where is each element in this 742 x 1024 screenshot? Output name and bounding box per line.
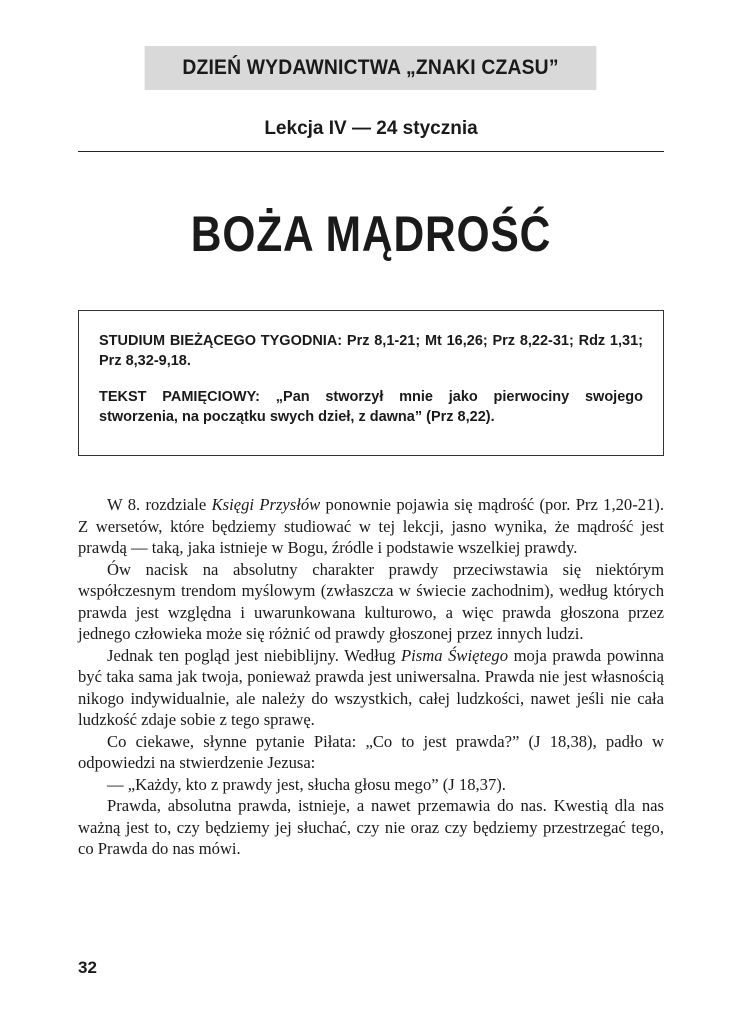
study-label: STUDIUM BIEŻĄCEGO TYGODNIA:	[99, 333, 343, 349]
study-box	[78, 310, 664, 456]
paragraph-1-part-a: W 8. rozdziale	[107, 495, 212, 514]
scripture-emphasis: Pisma Świętego	[401, 645, 509, 665]
lesson-heading: Lekcja IV — 24 stycznia	[264, 118, 478, 139]
header-banner	[145, 46, 597, 90]
study-paragraph	[99, 331, 643, 371]
paragraph-1-part-b: ponownie pojawia się mądrość (por. Prz 1,20-21). Z wersetów, które będziemy studiować w tej lekcji, jasno wynika, że mądrość jest prawdą — taką, jaka istnieje w Bogu, źródle i podstawie wszelkiej prawdy.	[78, 495, 664, 557]
paragraph-3	[78, 645, 664, 731]
paragraph-3-part-a: Jednak ten pogląd jest niebiblijny. Według	[107, 645, 402, 665]
study-text: Prz 8,1-21; Mt 16,26; Prz 8,22-31; Rdz 1,31; Prz 8,32-9,18.	[99, 333, 643, 369]
memory-paragraph	[99, 387, 643, 427]
book-title-emphasis: Księgi Przysłów	[211, 495, 321, 514]
paragraph-1	[78, 494, 664, 559]
paragraph-4: Co ciekawe, słynne pytanie Piłata: „Co to jest prawda?” (J 18,38), padło w odpowiedzi na stwierdzenie Jezusa:	[78, 731, 664, 772]
page-number: 32	[78, 958, 97, 977]
memory-text: „Pan stworzył mnie jako pierwociny swojego stworzenia, na początku swych dzieł, z dawna” (Prz 8,22).	[99, 389, 643, 425]
paragraph-5-quote: — „Każdy, kto z prawdy jest, słucha głosu mego” (J 18,37).	[107, 774, 506, 794]
body-text	[78, 494, 664, 860]
paragraph-3-part-b: moja prawda powinna być taka sama jak twoja, ponieważ prawda jest uniwersalna. Prawda nie jest własnością nikogo indywidualnie, ale należy do wszystkich, całej ludzkości, nawet jeśli nie cała ludzkość zdaje sobie z tego sprawę.	[78, 645, 664, 729]
banner-text: DZIEŃ WYDAWNICTWA „ZNAKI CZASU”	[182, 56, 559, 79]
paragraph-2: Ów nacisk na absolutny charakter prawdy przeciwstawia się niektórym współczesnym trendom myślowym (zwłaszcza w świecie zachodnim), według których prawda jest względna i uwarunkowana kulturowo, a więc prawda głoszona przez jednego człowieka może się różnić od prawdy głoszonej przez innych ludzi.	[78, 559, 664, 643]
memory-label: TEKST PAMIĘCIOWY:	[99, 389, 261, 405]
paragraph-6: Prawda, absolutna prawda, istnieje, a nawet przemawia do nas. Kwestią dla nas ważną jest to, czy będziemy jej słuchać, czy nie oraz czy będziemy przestrzegać tego, co Prawda do nas mówi.	[78, 796, 664, 858]
heading-divider	[78, 151, 664, 152]
page-title: BOŻA MĄDROŚĆ	[190, 206, 552, 262]
